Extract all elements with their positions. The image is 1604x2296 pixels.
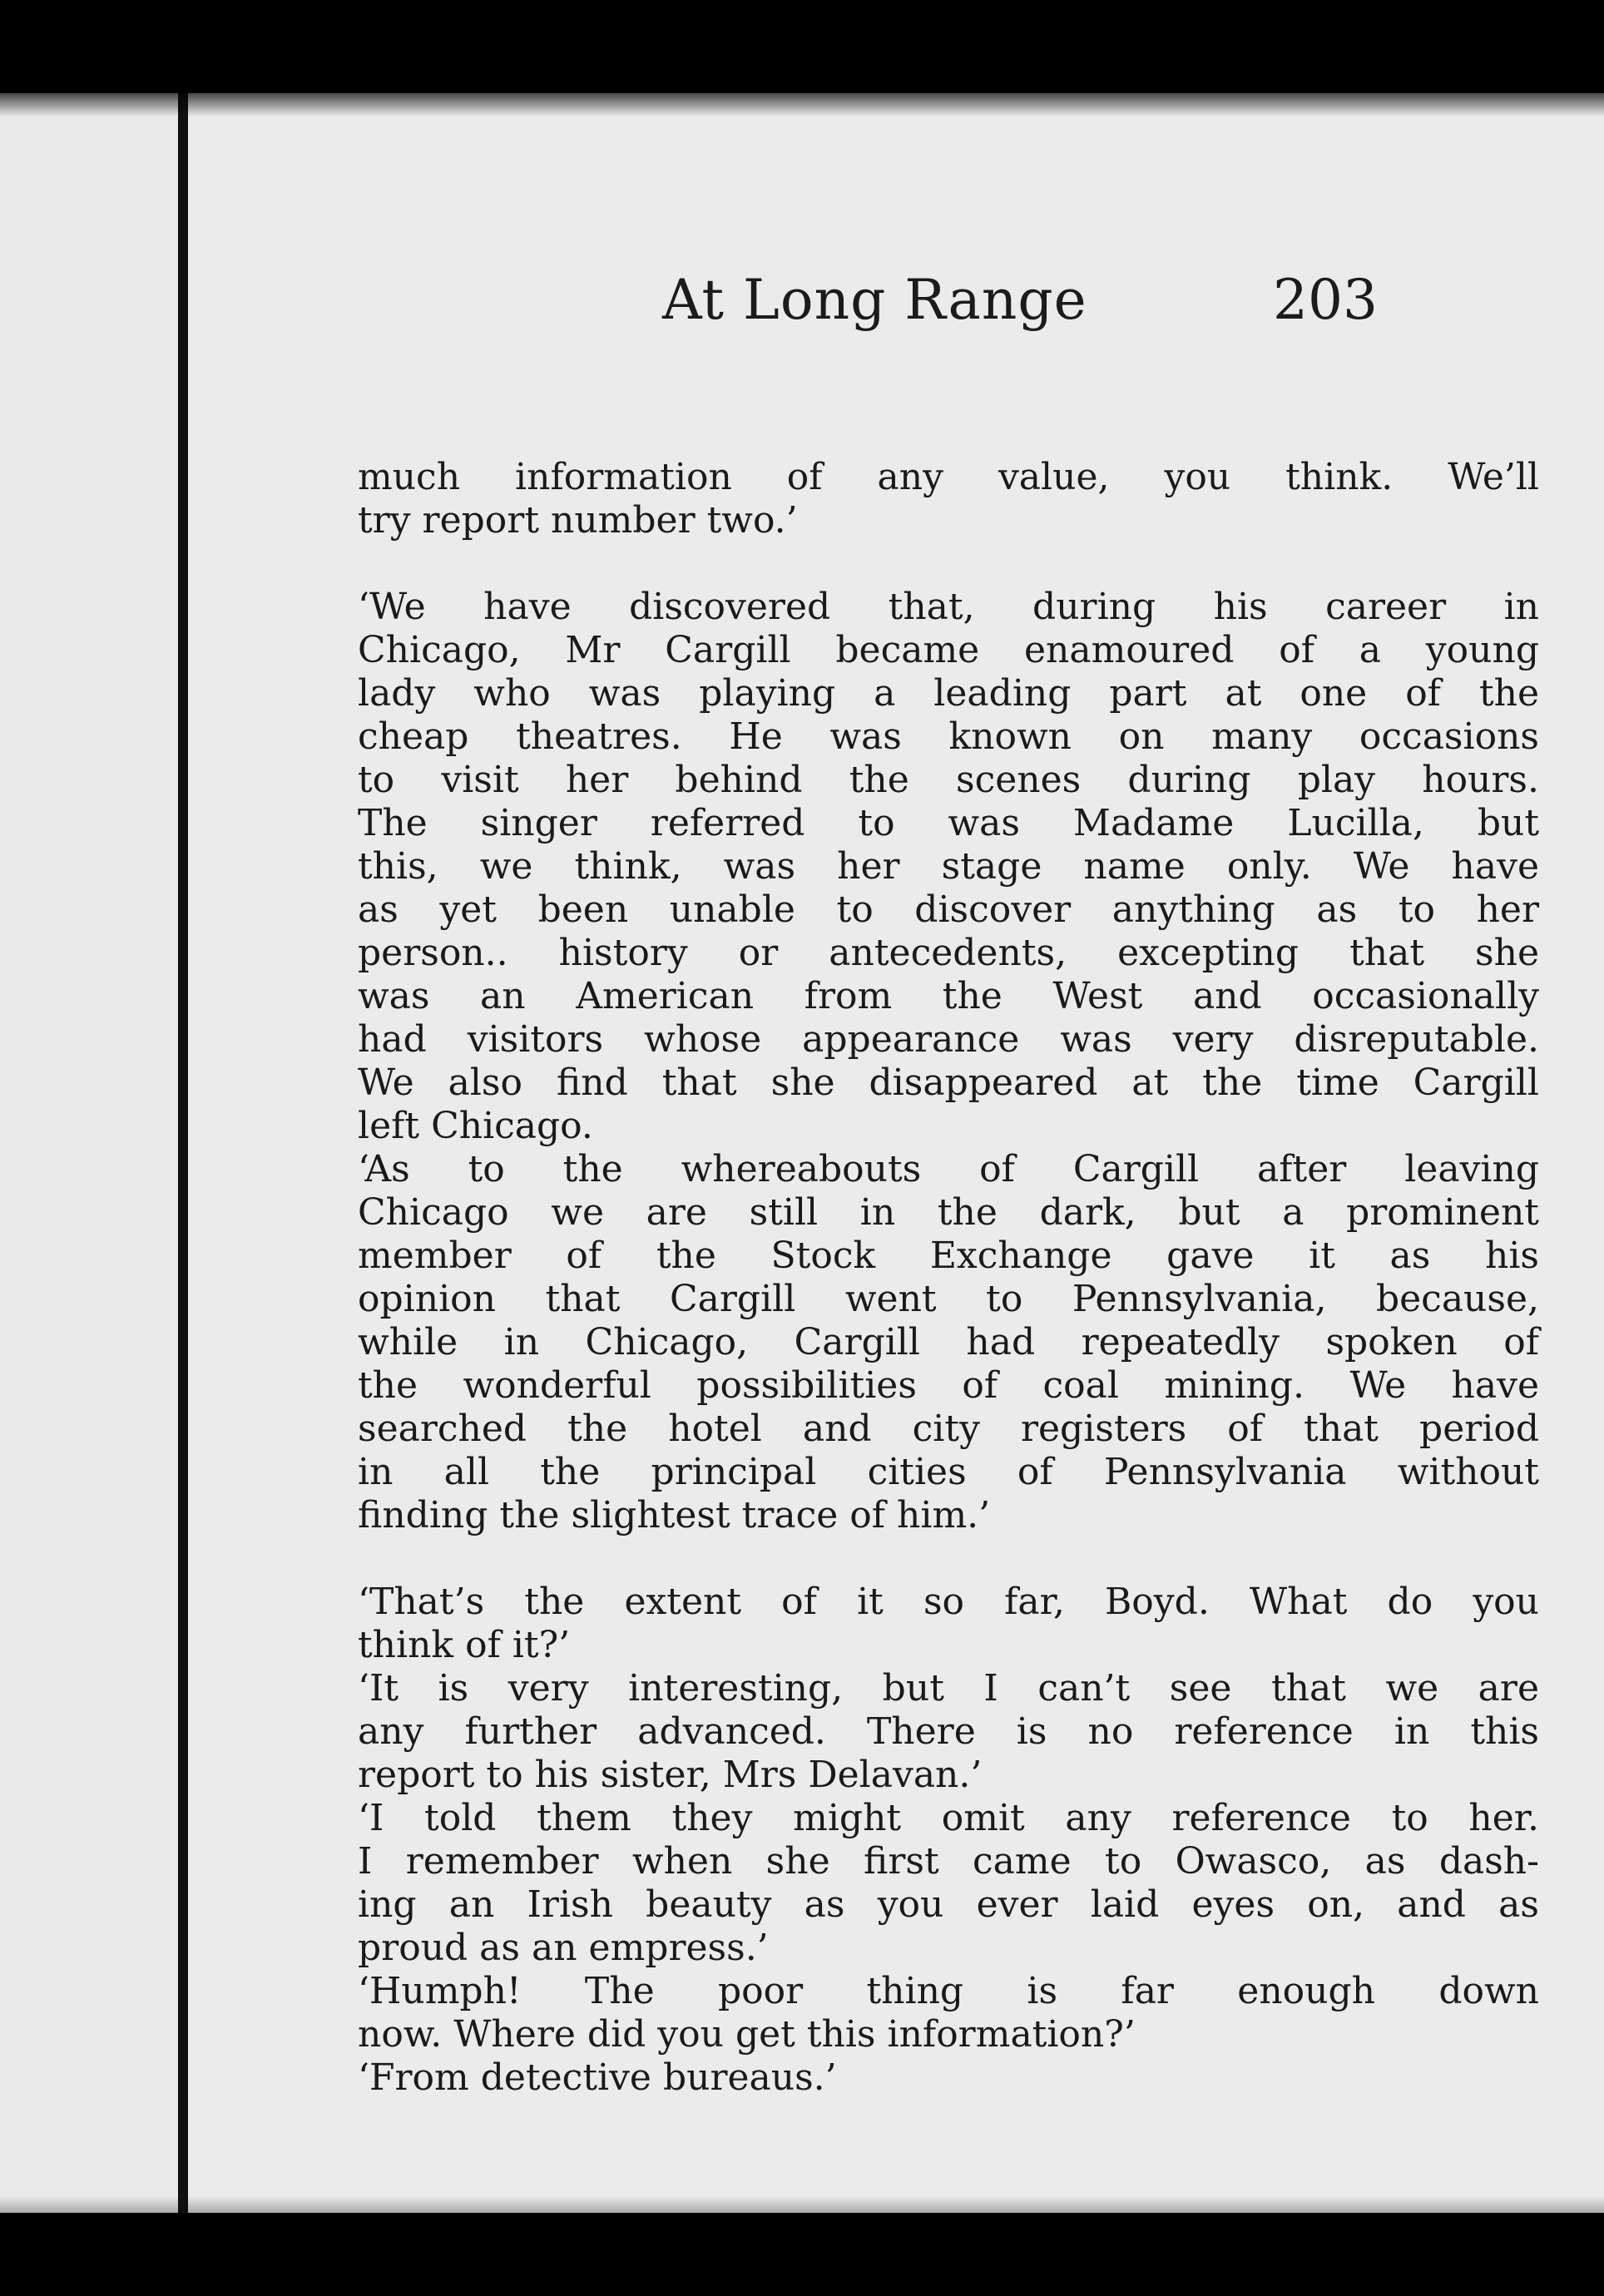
text-line: member of the Stock Exchange gave it as his [358, 1235, 1539, 1277]
text-line: I remember when she first came to Owasco, as dash- [358, 1840, 1539, 1883]
text-line: much information of any value, you think. We’ll [358, 456, 1539, 498]
bottom-scan-shadow [0, 2196, 1604, 2296]
page-header [188, 268, 1604, 334]
paragraph-gap [358, 542, 1539, 586]
text-line: cheap theatres. He was known on many occasions [358, 715, 1539, 758]
text-line: ‘We have discovered that, during his career in [358, 586, 1539, 628]
text-line: think of it?’ [358, 1624, 571, 1666]
facing-page-margin [0, 93, 181, 2213]
text-line: ‘Humph! The poor thing is far enough down [358, 1970, 1539, 2012]
book-page [188, 93, 1604, 2213]
text-line: had visitors whose appearance was very disreputable. [358, 1018, 1539, 1061]
text-line: ‘As to the whereabouts of Cargill after leaving [358, 1148, 1539, 1190]
running-head: At Long Range [662, 268, 1087, 332]
text-line: in all the principal cities of Pennsylvania without [358, 1451, 1539, 1493]
text-line: ‘It is very interesting, but I can’t see that we are [358, 1667, 1539, 1710]
text-line: Chicago we are still in the dark, but a prominent [358, 1191, 1539, 1234]
page-number: 203 [1273, 268, 1378, 332]
text-line: opinion that Cargill went to Pennsylvania, because, [358, 1278, 1539, 1320]
text-line: while in Chicago, Cargill had repeatedly spoken of [358, 1321, 1539, 1363]
text-line: finding the slightest trace of him.’ [358, 1494, 991, 1536]
text-line: Chicago, Mr Cargill became enamoured of a young [358, 629, 1539, 671]
text-line: ‘That’s the extent of it so far, Boyd. What do you [358, 1581, 1539, 1623]
text-line: report to his sister, Mrs Delavan.’ [358, 1754, 983, 1796]
text-line: We also find that she disappeared at the time Cargill [358, 1061, 1539, 1104]
text-line: now. Where did you get this information?’ [358, 2013, 1136, 2056]
body-text [358, 456, 1539, 2100]
text-line: proud as an empress.’ [358, 1927, 769, 1969]
text-line: searched the hotel and city registers of that period [358, 1408, 1539, 1450]
text-line: to visit her behind the scenes during play hours. [358, 759, 1539, 801]
text-line: left Chicago. [358, 1105, 593, 1147]
paragraph-gap [358, 1537, 1539, 1581]
text-line: was an American from the West and occasionally [358, 975, 1539, 1017]
page-gutter-edge [178, 93, 188, 2213]
text-line: as yet been unable to discover anything as to her [358, 888, 1539, 931]
text-line: this, we think, was her stage name only. We have [358, 845, 1539, 888]
text-line: person.. history or antecedents, excepting that she [358, 932, 1539, 974]
text-line: any further advanced. There is no reference in this [358, 1710, 1539, 1753]
text-line: the wonderful possibilities of coal mining. We have [358, 1364, 1539, 1407]
text-line: The singer referred to was Madame Lucilla, but [358, 802, 1539, 844]
text-line: ing an Irish beauty as you ever laid eyes on, and as [358, 1883, 1539, 1926]
text-line: lady who was playing a leading part at one of the [358, 672, 1539, 715]
text-line: ‘From detective bureaus.’ [358, 2056, 837, 2099]
top-scan-shadow [0, 83, 1604, 116]
text-line: ‘I told them they might omit any reference to her. [358, 1797, 1539, 1839]
text-line: try report number two.’ [358, 499, 798, 542]
